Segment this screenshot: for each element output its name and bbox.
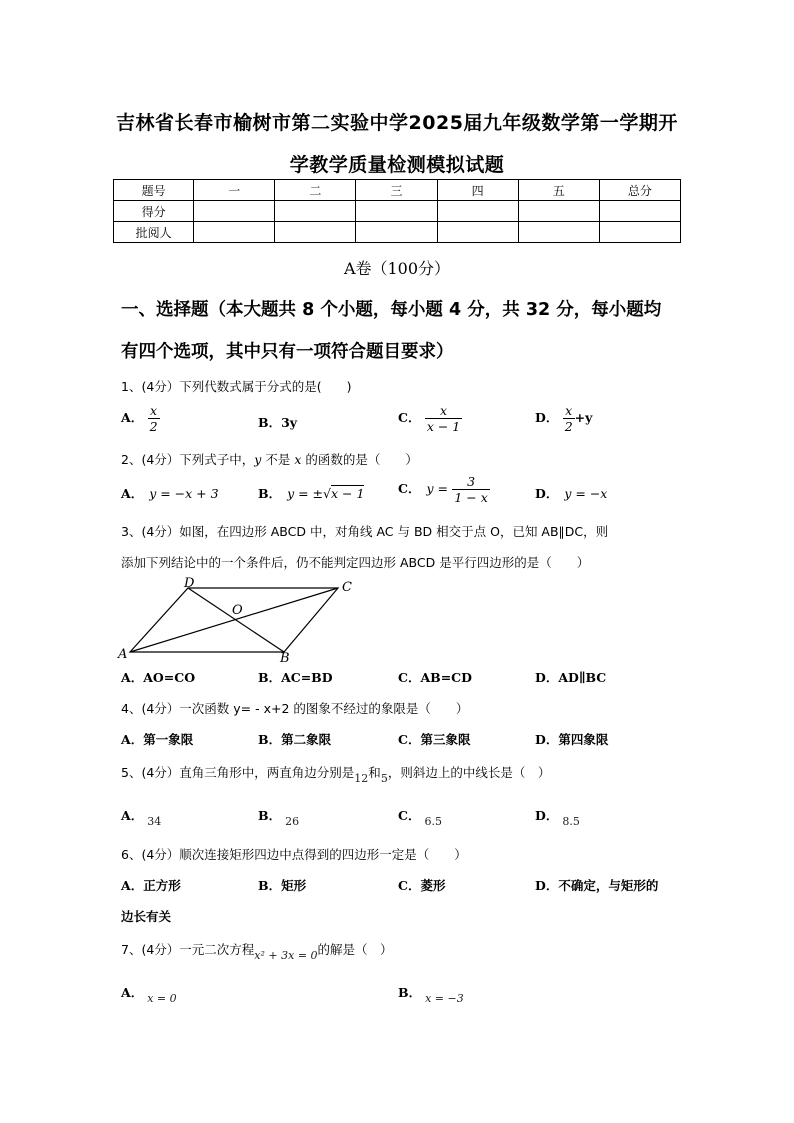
question-5-stem (121, 763, 551, 785)
score-header-cell: 四 (437, 180, 518, 201)
question-5-option-c[interactable] (398, 806, 442, 828)
score-header-cell: 题号 (114, 180, 194, 201)
question-5-option-d[interactable] (535, 806, 580, 828)
stem-text: 5、(4分）直角三角形中，两直角边分别是 (121, 765, 355, 780)
question-6-option-c[interactable]: C．菱形 (398, 878, 446, 893)
section1-heading-line2: 有四个选项，其中只有一项符合题目要求） (121, 342, 454, 362)
question-4-option-d[interactable]: D．第四象限 (535, 732, 609, 747)
option-label: D． (535, 486, 559, 501)
score-row-label: 批阅人 (114, 222, 194, 243)
part-a-heading: A卷（100分） (343, 259, 451, 278)
diagonal-ac (130, 588, 338, 652)
score-header-cell: 总分 (599, 180, 680, 201)
question-3-option-c[interactable]: C．AB=CD (398, 670, 472, 685)
score-cell[interactable] (518, 201, 599, 222)
score-cell[interactable] (275, 222, 356, 243)
variable-y: y (254, 452, 262, 467)
question-7-stem (121, 940, 393, 962)
score-table-row (114, 222, 681, 243)
sqrt-icon: √ (323, 486, 332, 501)
question-2-option-d[interactable] (535, 484, 607, 502)
vertex-label-b: B (280, 651, 290, 662)
stem-text: 的解是（ ） (317, 942, 393, 957)
stem-text: 的函数的是（ ） (301, 452, 418, 467)
equation: x² + 3x = 0 (254, 949, 318, 962)
option-text: 3y (281, 415, 298, 430)
score-cell[interactable] (437, 222, 518, 243)
option-label: A． (121, 808, 144, 823)
score-table-header-row (114, 180, 681, 201)
question-2-stem (121, 450, 418, 468)
fraction-numerator: x (148, 403, 160, 419)
number-12: 12 (354, 772, 369, 785)
question-1-option-d[interactable] (535, 403, 592, 434)
question-6-option-d[interactable]: D．不确定，与矩形的 (535, 878, 659, 893)
vertex-label-a: A (118, 647, 128, 662)
question-1-option-c[interactable] (398, 403, 462, 434)
stem-text: 2、(4分）下列式子中， (121, 452, 255, 467)
fraction (452, 474, 489, 505)
option-value: 6.5 (424, 815, 442, 828)
score-cell[interactable] (194, 222, 275, 243)
score-cell[interactable] (437, 201, 518, 222)
question-3-stem-line1: 3、(4分）如图，在四边形 ABCD 中，对角线 AC 与 BD 相交于点 O，已知 AB∥DC，则 (121, 524, 609, 539)
option-label: B． (258, 415, 282, 430)
score-header-cell: 一 (194, 180, 275, 201)
score-header-cell: 三 (356, 180, 437, 201)
option-label: A． (121, 410, 144, 425)
fraction-numerator: 3 (452, 474, 489, 490)
question-4-option-c[interactable]: C．第三象限 (398, 732, 471, 747)
score-cell[interactable] (356, 222, 437, 243)
number-5: 5 (380, 772, 388, 785)
stem-text: ，则斜边上的中线长是（ ） (387, 765, 551, 780)
score-cell[interactable] (356, 201, 437, 222)
score-table (113, 179, 681, 243)
question-6-stem: 6、(4分）顺次连接矩形四边中点得到的四边形一定是（ ） (121, 847, 467, 862)
question-5-option-a[interactable] (121, 806, 162, 828)
option-label: C． (398, 410, 421, 425)
parallelogram-figure (116, 576, 366, 662)
variable-x: x (294, 452, 302, 467)
point-label-o: O (232, 603, 243, 618)
question-2-option-a[interactable] (121, 484, 219, 502)
option-math: y = ± (287, 486, 324, 501)
question-2-option-b[interactable] (258, 484, 364, 502)
fraction (563, 403, 575, 434)
option-label: B． (398, 985, 422, 1000)
option-label: C． (398, 481, 421, 496)
stem-text: 7、(4分）一元二次方程 (121, 942, 255, 957)
question-5-option-b[interactable] (258, 806, 300, 828)
page-title-line1: 吉林省长春市榆树市第二实验中学2025届九年级数学第一学期开 (116, 112, 678, 134)
score-header-cell: 五 (518, 180, 599, 201)
question-4-stem: 4、(4分）一次函数 y= - x+2 的图象不经过的象限是（ ） (121, 701, 469, 716)
option-label: C． (398, 808, 421, 823)
fraction (148, 403, 160, 434)
fraction (425, 403, 462, 434)
stem-text: 不是 (261, 452, 295, 467)
option-label: A． (121, 486, 144, 501)
section1-heading-line1: 一、选择题（本大题共 8 个小题，每小题 4 分，共 32 分，每小题均 (121, 300, 662, 320)
score-row-label: 得分 (114, 201, 194, 222)
option-label: B． (258, 486, 282, 501)
question-7-option-a[interactable] (121, 983, 177, 1005)
fraction-denominator: 2 (149, 419, 158, 434)
option-math: y = −x + 3 (149, 486, 219, 501)
question-1-option-b[interactable] (258, 413, 297, 431)
option-math: x = −3 (425, 992, 464, 1005)
fraction-denominator: x − 1 (426, 419, 461, 434)
question-1-stem: 1、(4分）下列代数式属于分式的是( ) (121, 379, 352, 394)
option-value: 34 (147, 815, 162, 828)
option-value: 26 (285, 815, 300, 828)
score-table-row (114, 201, 681, 222)
option-math: y = (426, 481, 448, 496)
question-2-option-c[interactable] (398, 474, 490, 505)
page-title-line2: 学教学质量检测模拟试题 (289, 154, 505, 176)
fraction-numerator: x (563, 403, 575, 419)
question-3-option-a[interactable]: A．AO=CO (121, 670, 196, 685)
diagonal-bd (188, 588, 284, 652)
question-6-option-b[interactable]: B．矩形 (258, 878, 307, 893)
option-label: D． (535, 410, 559, 425)
question-4-option-b[interactable]: B．第二象限 (258, 732, 332, 747)
fraction-numerator: x (425, 403, 462, 419)
question-3-stem-line2: 添加下列结论中的一个条件后，仍不能判定四边形 ABCD 是平行四边形的是（ ） (121, 555, 590, 570)
fraction-denominator: 2 (564, 419, 573, 434)
option-label: A． (121, 985, 144, 1000)
score-cell[interactable] (275, 201, 356, 222)
question-6-option-d-continuation: 边长有关 (121, 909, 172, 924)
question-1-option-a[interactable] (121, 403, 160, 434)
option-math: y = −x (564, 486, 608, 501)
question-6-option-a[interactable]: A．正方形 (121, 878, 181, 893)
vertex-label-d: D (184, 576, 195, 591)
score-header-cell: 二 (275, 180, 356, 201)
stem-text: 和 (368, 765, 381, 780)
option-math: x = 0 (147, 992, 177, 1005)
option-label: B． (258, 808, 282, 823)
question-7-option-b[interactable] (398, 983, 464, 1005)
fraction-denominator: 1 − x (454, 490, 488, 505)
vertex-label-c: C (342, 580, 352, 595)
radicand: x − 1 (331, 486, 365, 501)
option-text: +y (574, 410, 593, 425)
question-3-option-b[interactable]: B．AC=BD (258, 670, 333, 685)
option-value: 8.5 (562, 815, 580, 828)
question-4-option-a[interactable]: A．第一象限 (121, 732, 194, 747)
option-label: D． (535, 808, 559, 823)
score-cell[interactable] (599, 201, 680, 222)
score-cell[interactable] (194, 201, 275, 222)
score-cell[interactable] (518, 222, 599, 243)
question-3-option-d[interactable]: D．AD∥BC (535, 670, 607, 685)
score-cell[interactable] (599, 222, 680, 243)
